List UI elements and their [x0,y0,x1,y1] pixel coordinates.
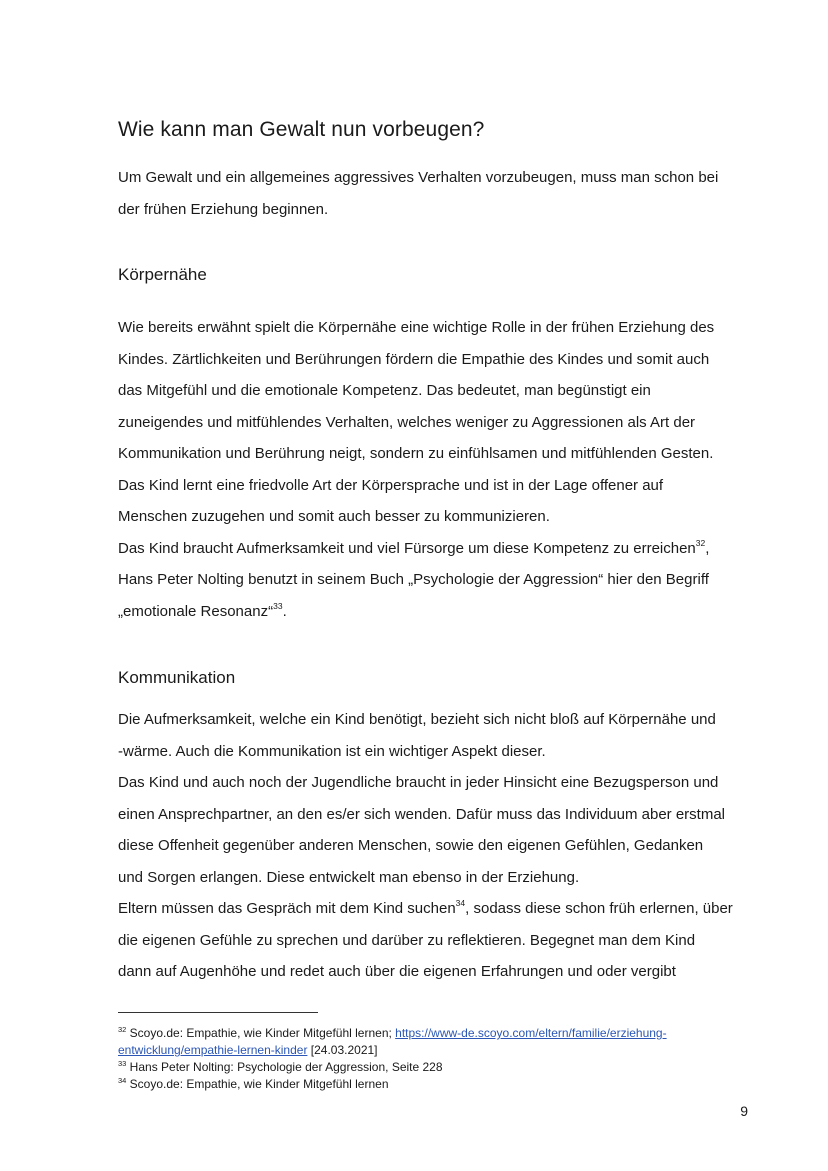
text-line: -wärme. Auch die Kommunikation ist ein wichtiger Aspekt dieser. [118,742,546,760]
koerpernaehe-paragraph [118,312,714,627]
kommunikation-paragraph [118,704,733,988]
footnote-ref-33[interactable]: 33 [273,600,283,611]
intro-paragraph [118,162,718,225]
footnote-line [118,1059,443,1076]
text-line [118,893,733,925]
footnote-line [118,1025,667,1042]
text-line [118,596,714,628]
text-segment: Das Kind braucht Aufmerksamkeit und viel Fürsorge um diese Kompetenz zu erreichen [118,539,696,557]
text-line: Das Kind lernt eine friedvolle Art der Körpersprache und ist in der Lage offener auf [118,476,664,494]
text-line: dann auf Augenhöhe und redet auch über die eigenen Erfahrungen und oder vergibt [118,963,676,980]
section-heading-kommunikation: Kommunikation [118,668,236,687]
text-line: Menschen zuzugehen und somit auch besser zu kommunizieren. [118,508,550,525]
section-heading-koerpernaehe: Körpernähe [118,265,207,284]
text-line: der frühen Erziehung beginnen. [118,200,329,218]
text-line: zuneigendes und mitfühlendes Verhalten, welches weniger zu Aggressionen als Art der [118,413,696,431]
text-line: einen Ansprechpartner, an den es/er sich wenden. Dafür muss das Individuum aber erstmal [118,805,726,823]
footnote-link[interactable]: https://www-de.scoyo.com/eltern/familie/erziehung- [395,1026,667,1040]
text-line: Wie bereits erwähnt spielt die Körpernähe eine wichtige Rolle in der frühen Erziehung des [118,319,715,336]
page-number: 9 [740,1103,748,1119]
text-segment: . [282,602,287,620]
footnote-32 [118,1025,667,1059]
footnote-33 [118,1059,443,1076]
text-line: Kindes. Zärtlichkeiten und Berührungen fördern die Empathie des Kindes und somit auch [118,350,710,368]
text-line: die eigenen Gefühle zu sprechen und darüber zu reflektieren. Begegnet man dem Kind [118,931,696,949]
text-line: diese Offenheit gegenüber anderen Menschen, sowie den eigenen Gefühlen, Gedanken [118,837,704,854]
footnote-number: 34 [118,1076,127,1085]
footnote-link[interactable]: entwicklung/empathie-lernen-kinder [118,1043,308,1057]
text-line: Um Gewalt und ein allgemeines aggressives Verhalten vorzubeugen, muss man schon bei [118,169,719,186]
text-line [118,533,714,565]
text-segment: Eltern müssen das Gespräch mit dem Kind suchen [118,900,456,917]
footnote-number: 32 [118,1025,127,1034]
page-title: Wie kann man Gewalt nun vorbeugen? [118,118,485,141]
footnote-line [118,1076,389,1093]
text-segment: , [705,539,710,557]
footnote-text: Hans Peter Nolting: Psychologie der Aggression, Seite 228 [126,1060,443,1074]
text-line: das Mitgefühl und die emotionale Kompetenz. Das bedeutet, man begünstigt ein [118,382,651,399]
text-segment: „emotionale Resonanz“ [118,602,274,620]
footnote-date: [24.03.2021] [307,1043,378,1057]
footnote-text: Scoyo.de: Empathie, wie Kinder Mitgefühl lernen [126,1077,389,1091]
footnote-separator [118,1012,318,1013]
text-line: Hans Peter Nolting benutzt in seinem Buch „Psychologie der Aggression“ hier den Begriff [118,571,709,588]
footnote-ref-32[interactable]: 32 [695,537,706,548]
footnote-line [118,1042,667,1059]
text-line: Das Kind und auch noch der Jugendliche braucht in jeder Hinsicht eine Bezugsperson und [118,774,719,791]
footnote-number: 33 [118,1059,127,1068]
text-line: Kommunikation und Berührung neigt, sondern zu einfühlsamen und mitfühlenden Gesten. [118,445,714,462]
footnote-ref-34[interactable]: 34 [455,898,466,908]
text-segment: , sodass diese schon früh erlernen, über [465,900,733,917]
text-line: Die Aufmerksamkeit, welche ein Kind benötigt, bezieht sich nicht bloß auf Körpernähe und [118,711,716,728]
footnote-34 [118,1076,389,1093]
footnote-text: Scoyo.de: Empathie, wie Kinder Mitgefühl lernen; [126,1026,396,1040]
text-line: und Sorgen erlangen. Diese entwickelt man ebenso in der Erziehung. [118,868,580,886]
